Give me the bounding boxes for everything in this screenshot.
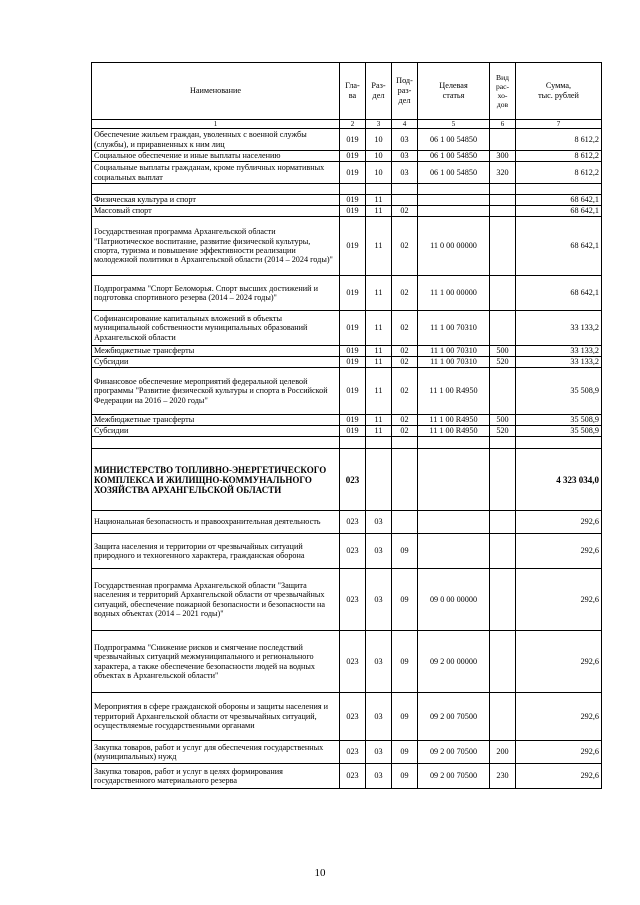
row-glava: 019 xyxy=(340,415,366,426)
row-glava: 019 xyxy=(340,276,366,311)
header-sum: Сумма, тыс. рублей xyxy=(516,63,602,120)
row-name: Софинансирование капитальных вложений в объекты муниципальной собственности муниципальных образований Архангельской области xyxy=(92,311,340,346)
row-razdel: 03 xyxy=(366,693,392,741)
header-row xyxy=(92,63,602,120)
row-vid xyxy=(490,368,516,415)
row-glava: 019 xyxy=(340,311,366,346)
row-sum: 33 133,2 xyxy=(516,346,602,357)
row-target xyxy=(418,534,490,569)
header-razdel: Раз- дел xyxy=(366,63,392,120)
col-number: 1 xyxy=(92,120,340,129)
header-number-row xyxy=(92,120,602,129)
row-target: 09 2 00 70500 xyxy=(418,741,490,764)
row-vid xyxy=(490,437,516,449)
row-sum: 292,6 xyxy=(516,631,602,693)
row-razdel: 10 xyxy=(366,129,392,151)
row-podrazdel: 02 xyxy=(392,357,418,368)
row-sum xyxy=(516,437,602,449)
row-razdel: 11 xyxy=(366,426,392,437)
row-sum: 68 642,1 xyxy=(516,276,602,311)
row-target: 06 1 00 54850 xyxy=(418,151,490,162)
row-glava: 019 xyxy=(340,368,366,415)
row-sum: 68 642,1 xyxy=(516,195,602,206)
row-name: Массовый спорт xyxy=(92,206,340,217)
table-row xyxy=(92,129,602,151)
row-glava: 019 xyxy=(340,206,366,217)
table-row xyxy=(92,368,602,415)
row-glava: 023 xyxy=(340,741,366,764)
row-name: Обеспечение жильем граждан, уволенных с военной службы (службы), и приравненных к ним лиц xyxy=(92,129,340,151)
row-name: Государственная программа Архангельской области "Защита населения и территорий Архангельской области от чрезвычайных ситуаций, обеспечение пожарной безопасности и безопасности на водных объектах (2014 – 2021 годы)" xyxy=(92,569,340,631)
row-sum: 292,6 xyxy=(516,693,602,741)
row-name: Финансовое обеспечение мероприятий федеральной целевой программы "Развитие физической культуры и спорта в Российской Федерации на 2016 – 2020 годы" xyxy=(92,368,340,415)
table-row xyxy=(92,741,602,764)
row-sum: 8 612,2 xyxy=(516,129,602,151)
row-sum: 35 508,9 xyxy=(516,415,602,426)
row-glava: 023 xyxy=(340,764,366,789)
row-podrazdel: 09 xyxy=(392,534,418,569)
col-number: 4 xyxy=(392,120,418,129)
header-podrazdel: Под- раз- дел xyxy=(392,63,418,120)
row-name: Межбюджетные трансферты xyxy=(92,415,340,426)
row-name: Национальная безопасность и правоохранительная деятельность xyxy=(92,511,340,534)
table-row xyxy=(92,426,602,437)
table-row-spacer xyxy=(92,437,602,449)
row-vid: 520 xyxy=(490,357,516,368)
row-name: Закупка товаров, работ и услуг в целях формирования государственного материального резерва xyxy=(92,764,340,789)
row-target: 11 1 00 70310 xyxy=(418,357,490,368)
row-target xyxy=(418,184,490,195)
budget-table xyxy=(91,62,602,789)
row-target: 11 1 00 R4950 xyxy=(418,368,490,415)
row-vid xyxy=(490,217,516,276)
row-podrazdel: 02 xyxy=(392,276,418,311)
row-vid: 230 xyxy=(490,764,516,789)
row-sum: 68 642,1 xyxy=(516,206,602,217)
row-name: МИНИСТЕРСТВО ТОПЛИВНО-ЭНЕРГЕТИЧЕСКОГО КОМПЛЕКСА И ЖИЛИЩНО-КОММУНАЛЬНОГО ХОЗЯЙСТВА АРХАНГЕЛЬСКОЙ ОБЛАСТИ xyxy=(92,449,340,511)
table-row xyxy=(92,276,602,311)
row-glava: 019 xyxy=(340,162,366,184)
row-target: 11 0 00 00000 xyxy=(418,217,490,276)
row-name: Субсидии xyxy=(92,357,340,368)
row-glava: 023 xyxy=(340,631,366,693)
row-podrazdel: 02 xyxy=(392,426,418,437)
row-vid: 520 xyxy=(490,426,516,437)
row-podrazdel xyxy=(392,511,418,534)
row-target: 11 1 00 70310 xyxy=(418,346,490,357)
row-sum: 4 323 034,0 xyxy=(516,449,602,511)
row-razdel: 11 xyxy=(366,357,392,368)
row-sum: 8 612,2 xyxy=(516,162,602,184)
row-sum: 68 642,1 xyxy=(516,217,602,276)
row-glava: 019 xyxy=(340,129,366,151)
row-name: Физическая культура и спорт xyxy=(92,195,340,206)
row-target xyxy=(418,511,490,534)
row-vid: 320 xyxy=(490,162,516,184)
row-podrazdel: 02 xyxy=(392,415,418,426)
row-name: Социальные выплаты гражданам, кроме публичных нормативных социальных выплат xyxy=(92,162,340,184)
row-vid xyxy=(490,511,516,534)
row-podrazdel: 03 xyxy=(392,151,418,162)
row-sum: 292,6 xyxy=(516,534,602,569)
row-vid xyxy=(490,184,516,195)
row-target xyxy=(418,437,490,449)
table-row xyxy=(92,206,602,217)
row-vid: 300 xyxy=(490,151,516,162)
row-razdel: 11 xyxy=(366,415,392,426)
row-glava: 023 xyxy=(340,449,366,511)
row-target: 06 1 00 54850 xyxy=(418,129,490,151)
row-glava: 023 xyxy=(340,569,366,631)
table-row xyxy=(92,415,602,426)
row-podrazdel: 02 xyxy=(392,346,418,357)
col-number: 3 xyxy=(366,120,392,129)
row-target: 09 0 00 00000 xyxy=(418,569,490,631)
table-row xyxy=(92,162,602,184)
row-sum: 292,6 xyxy=(516,569,602,631)
row-name: Межбюджетные трансферты xyxy=(92,346,340,357)
row-vid: 500 xyxy=(490,415,516,426)
table-body xyxy=(92,129,602,789)
table-row xyxy=(92,357,602,368)
row-razdel xyxy=(366,449,392,511)
header-name: Наименование xyxy=(92,63,340,120)
row-razdel: 03 xyxy=(366,534,392,569)
row-target: 06 1 00 54850 xyxy=(418,162,490,184)
table-row xyxy=(92,569,602,631)
row-razdel: 03 xyxy=(366,511,392,534)
row-podrazdel: 02 xyxy=(392,311,418,346)
row-vid xyxy=(490,311,516,346)
row-razdel: 10 xyxy=(366,162,392,184)
row-razdel: 11 xyxy=(366,217,392,276)
row-podrazdel: 02 xyxy=(392,368,418,415)
table-row xyxy=(92,311,602,346)
row-target: 11 1 00 R4950 xyxy=(418,415,490,426)
row-name xyxy=(92,184,340,195)
row-target xyxy=(418,195,490,206)
table-row xyxy=(92,217,602,276)
table-row xyxy=(92,631,602,693)
table-row xyxy=(92,449,602,511)
header-vid: Вид рас- хо- дов xyxy=(490,63,516,120)
row-vid xyxy=(490,631,516,693)
row-razdel xyxy=(366,184,392,195)
table-row xyxy=(92,764,602,789)
row-vid xyxy=(490,129,516,151)
row-glava: 023 xyxy=(340,534,366,569)
table-row-spacer xyxy=(92,184,602,195)
row-podrazdel: 09 xyxy=(392,631,418,693)
row-podrazdel xyxy=(392,437,418,449)
row-target: 09 2 00 70500 xyxy=(418,693,490,741)
row-target xyxy=(418,449,490,511)
row-sum: 292,6 xyxy=(516,741,602,764)
row-vid xyxy=(490,534,516,569)
row-glava xyxy=(340,184,366,195)
row-name: Защита населения и территории от чрезвычайных ситуаций природного и техногенного характера, гражданская оборона xyxy=(92,534,340,569)
row-target: 11 1 00 00000 xyxy=(418,276,490,311)
row-razdel: 11 xyxy=(366,195,392,206)
row-razdel: 10 xyxy=(366,151,392,162)
row-sum: 35 508,9 xyxy=(516,426,602,437)
col-number: 5 xyxy=(418,120,490,129)
row-sum: 292,6 xyxy=(516,764,602,789)
row-vid: 200 xyxy=(490,741,516,764)
col-number: 6 xyxy=(490,120,516,129)
row-vid xyxy=(490,206,516,217)
row-razdel: 11 xyxy=(366,368,392,415)
row-target: 09 2 00 70500 xyxy=(418,764,490,789)
col-number: 7 xyxy=(516,120,602,129)
row-podrazdel: 02 xyxy=(392,217,418,276)
row-sum: 33 133,2 xyxy=(516,357,602,368)
row-podrazdel: 03 xyxy=(392,162,418,184)
row-vid xyxy=(490,449,516,511)
row-glava: 019 xyxy=(340,195,366,206)
row-razdel xyxy=(366,437,392,449)
table-row xyxy=(92,693,602,741)
row-name xyxy=(92,437,340,449)
row-glava: 019 xyxy=(340,357,366,368)
row-vid: 500 xyxy=(490,346,516,357)
row-podrazdel: 09 xyxy=(392,741,418,764)
row-razdel: 03 xyxy=(366,741,392,764)
row-razdel: 03 xyxy=(366,569,392,631)
row-razdel: 03 xyxy=(366,764,392,789)
row-name: Мероприятия в сфере гражданской обороны и защиты населения и территорий Архангельской области от чрезвычайных ситуаций, осуществляемые государственными органами xyxy=(92,693,340,741)
table-row xyxy=(92,346,602,357)
page-number: 10 xyxy=(314,867,326,879)
budget-document xyxy=(91,62,602,789)
header-target: Целевая статья xyxy=(418,63,490,120)
row-sum: 8 612,2 xyxy=(516,151,602,162)
table-row xyxy=(92,511,602,534)
row-podrazdel xyxy=(392,184,418,195)
row-glava: 023 xyxy=(340,511,366,534)
row-name: Государственная программа Архангельской области "Патриотическое воспитание, развитие физической культуры, спорта, туризма и повышение эффективности реализации молодежной политики в Архангельской области (2014 – 2024 годы)" xyxy=(92,217,340,276)
table-row xyxy=(92,151,602,162)
row-sum: 292,6 xyxy=(516,511,602,534)
row-glava xyxy=(340,437,366,449)
row-target xyxy=(418,206,490,217)
row-podrazdel xyxy=(392,195,418,206)
row-glava: 019 xyxy=(340,217,366,276)
row-podrazdel xyxy=(392,449,418,511)
row-glava: 019 xyxy=(340,426,366,437)
row-target: 09 2 00 00000 xyxy=(418,631,490,693)
header-glava: Гла- ва xyxy=(340,63,366,120)
row-glava: 019 xyxy=(340,151,366,162)
row-name: Подпрограмма "Снижение рисков и смягчение последствий чрезвычайных ситуаций межмуниципального и регионального характера, а также обеспечение безопасности людей на водных объектах в Архангельской области" xyxy=(92,631,340,693)
row-razdel: 11 xyxy=(366,346,392,357)
col-number: 2 xyxy=(340,120,366,129)
row-glava: 023 xyxy=(340,693,366,741)
row-sum: 33 133,2 xyxy=(516,311,602,346)
row-sum xyxy=(516,184,602,195)
row-podrazdel: 09 xyxy=(392,693,418,741)
row-name: Закупка товаров, работ и услуг для обеспечения государственных (муниципальных) нужд xyxy=(92,741,340,764)
row-vid xyxy=(490,276,516,311)
row-name: Подпрограмма "Спорт Беломорья. Спорт высших достижений и подготовка спортивного резерва (2014 – 2024 годы)" xyxy=(92,276,340,311)
row-glava: 019 xyxy=(340,346,366,357)
row-name: Социальное обеспечение и иные выплаты населению xyxy=(92,151,340,162)
row-target: 11 1 00 R4950 xyxy=(418,426,490,437)
row-razdel: 11 xyxy=(366,276,392,311)
row-name: Субсидии xyxy=(92,426,340,437)
row-podrazdel: 09 xyxy=(392,569,418,631)
row-razdel: 11 xyxy=(366,311,392,346)
row-razdel: 11 xyxy=(366,206,392,217)
row-podrazdel: 02 xyxy=(392,206,418,217)
row-target: 11 1 00 70310 xyxy=(418,311,490,346)
row-podrazdel: 09 xyxy=(392,764,418,789)
row-vid xyxy=(490,569,516,631)
row-vid xyxy=(490,693,516,741)
table-row xyxy=(92,195,602,206)
row-razdel: 03 xyxy=(366,631,392,693)
row-vid xyxy=(490,195,516,206)
table-row xyxy=(92,534,602,569)
row-sum: 35 508,9 xyxy=(516,368,602,415)
row-podrazdel: 03 xyxy=(392,129,418,151)
